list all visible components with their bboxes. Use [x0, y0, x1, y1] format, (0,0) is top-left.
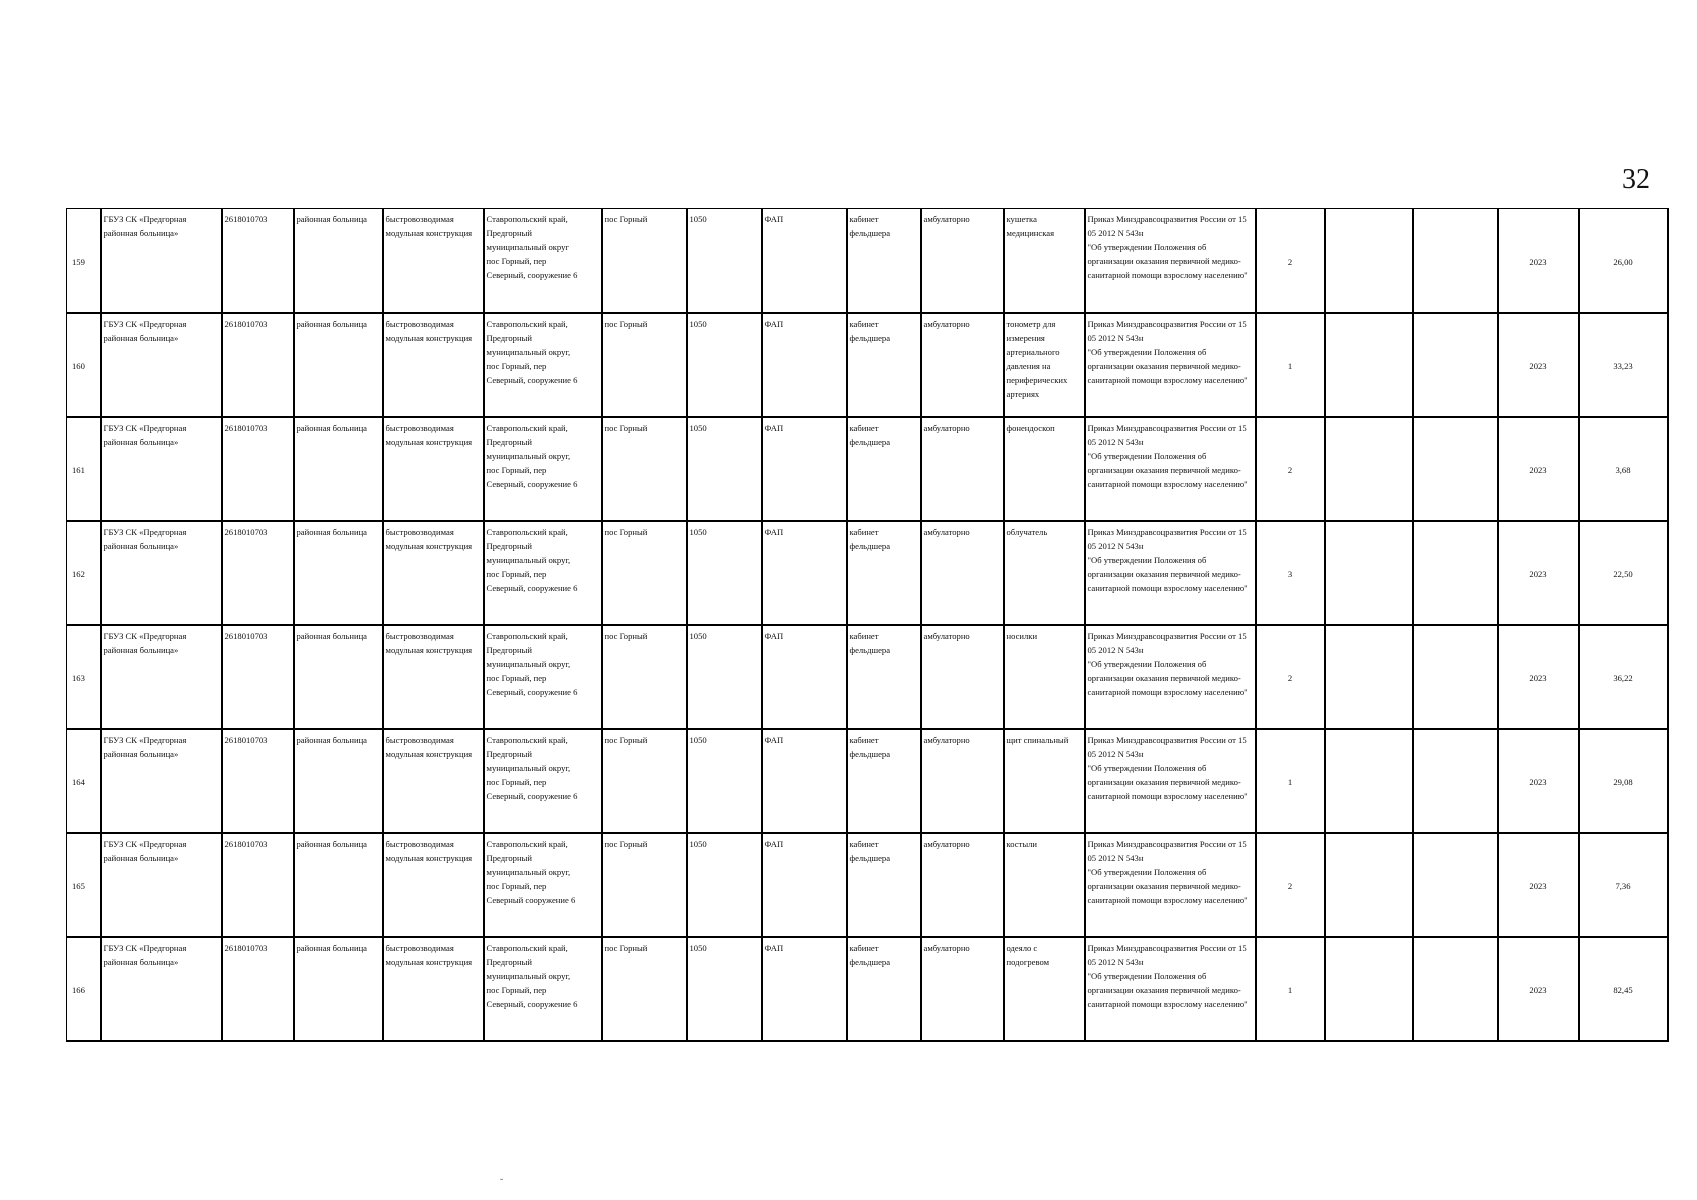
- equipment-table: [66, 208, 1669, 1042]
- address-cell: Ставропольский край, Предгорный муниципальный округ, пос Горный, пер Северный, сооружение 6: [484, 521, 602, 625]
- address-cell: Ставропольский край, Предгорный муниципальный округ, пос Горный, пер Северный, сооружение 6: [484, 313, 602, 417]
- institution-type-cell: районная больница: [294, 729, 383, 833]
- order-cell: Приказ Минздравсоцразвития России от 15 05 2012 N 543н "Об утверждении Положения об организации оказания первичной медико-санитарной помощи взрослому населению": [1085, 937, 1256, 1041]
- institution-type-cell: районная больница: [294, 417, 383, 521]
- room-cell: кабинет фельдшера: [847, 313, 921, 417]
- price-cell: 82,45: [1579, 937, 1668, 1041]
- settlement-cell: пос Горный: [602, 625, 687, 729]
- room-cell: кабинет фельдшера: [847, 521, 921, 625]
- year-cell: 2023: [1498, 521, 1579, 625]
- population-cell: 1050: [687, 625, 762, 729]
- care-type-cell: амбулаторно: [921, 729, 1004, 833]
- order-cell: Приказ Минздравсоцразвития России от 15 05 2012 N 543н "Об утверждении Положения об организации оказания первичной медико-санитарной помощи взрослому населению": [1085, 521, 1256, 625]
- empty-cell-2: [1413, 417, 1498, 521]
- institution-type-cell: районная больница: [294, 937, 383, 1041]
- code-cell: 2618010703: [222, 937, 294, 1041]
- table-row: [67, 313, 1668, 417]
- price-cell: 33,23: [1579, 313, 1668, 417]
- population-cell: 1050: [687, 417, 762, 521]
- code-cell: 2618010703: [222, 209, 294, 313]
- unit-cell: ФАП: [762, 417, 847, 521]
- price-cell: 3,68: [1579, 417, 1668, 521]
- institution-type-cell: районная больница: [294, 833, 383, 937]
- care-type-cell: амбулаторно: [921, 937, 1004, 1041]
- empty-cell-2: [1413, 313, 1498, 417]
- empty-cell-2: [1413, 729, 1498, 833]
- order-cell: Приказ Минздравсоцразвития России от 15 05 2012 N 543н "Об утверждении Положения об организации оказания первичной медико-санитарной помощи взрослому населению": [1085, 729, 1256, 833]
- price-cell: 22,50: [1579, 521, 1668, 625]
- population-cell: 1050: [687, 833, 762, 937]
- order-cell: Приказ Минздравсоцразвития России от 15 05 2012 N 543н "Об утверждении Положения об организации оказания первичной медико-санитарной помощи взрослому населению": [1085, 833, 1256, 937]
- address-cell: Ставропольский край, Предгорный муниципальный округ, пос Горный, пер Северный, сооружение 6: [484, 729, 602, 833]
- empty-cell-2: [1413, 833, 1498, 937]
- unit-cell: ФАП: [762, 625, 847, 729]
- unit-cell: ФАП: [762, 209, 847, 313]
- quantity-cell: 2: [1256, 417, 1325, 521]
- equipment-cell: одеяло с подогревом: [1004, 937, 1085, 1041]
- empty-cell-2: [1413, 625, 1498, 729]
- address-cell: Ставропольский край, Предгорный муниципальный округ, пос Горный, пер Северный, сооружение 6: [484, 625, 602, 729]
- code-cell: 2618010703: [222, 625, 294, 729]
- organization-cell: ГБУЗ СК «Предгорная районная больница»: [101, 417, 222, 521]
- empty-cell-1: [1325, 729, 1413, 833]
- table-row: [67, 625, 1668, 729]
- construction-cell: быстровозводимая модульная конструкция: [383, 417, 484, 521]
- institution-type-cell: районная больница: [294, 313, 383, 417]
- row-number: 166: [67, 937, 101, 1041]
- quantity-cell: 3: [1256, 521, 1325, 625]
- population-cell: 1050: [687, 937, 762, 1041]
- organization-cell: ГБУЗ СК «Предгорная районная больница»: [101, 937, 222, 1041]
- quantity-cell: 2: [1256, 833, 1325, 937]
- empty-cell-1: [1325, 417, 1413, 521]
- code-cell: 2618010703: [222, 417, 294, 521]
- quantity-cell: 1: [1256, 729, 1325, 833]
- empty-cell-2: [1413, 521, 1498, 625]
- population-cell: 1050: [687, 729, 762, 833]
- order-cell: Приказ Минздравсоцразвития России от 15 05 2012 N 543н "Об утверждении Положения об организации оказания первичной медико-санитарной помощи взрослому населению": [1085, 417, 1256, 521]
- row-number: 159: [67, 209, 101, 313]
- order-cell: Приказ Минздравсоцразвития России от 15 05 2012 N 543н "Об утверждении Положения об организации оказания первичной медико-санитарной помощи взрослому населению": [1085, 625, 1256, 729]
- room-cell: кабинет фельдшера: [847, 937, 921, 1041]
- code-cell: 2618010703: [222, 833, 294, 937]
- care-type-cell: амбулаторно: [921, 833, 1004, 937]
- table-row: [67, 937, 1668, 1041]
- equipment-cell: щит спинальный: [1004, 729, 1085, 833]
- institution-type-cell: районная больница: [294, 625, 383, 729]
- scan-mark: ˘: [500, 1178, 504, 1189]
- construction-cell: быстровозводимая модульная конструкция: [383, 521, 484, 625]
- unit-cell: ФАП: [762, 313, 847, 417]
- year-cell: 2023: [1498, 209, 1579, 313]
- empty-cell-2: [1413, 209, 1498, 313]
- quantity-cell: 2: [1256, 625, 1325, 729]
- order-cell: Приказ Минздравсоцразвития России от 15 05 2012 N 543н "Об утверждении Положения об организации оказания первичной медико-санитарной помощи взрослому населению": [1085, 209, 1256, 313]
- room-cell: кабинет фельдшера: [847, 625, 921, 729]
- institution-type-cell: районная больница: [294, 209, 383, 313]
- price-cell: 29,08: [1579, 729, 1668, 833]
- organization-cell: ГБУЗ СК «Предгорная районная больница»: [101, 209, 222, 313]
- care-type-cell: амбулаторно: [921, 313, 1004, 417]
- organization-cell: ГБУЗ СК «Предгорная районная больница»: [101, 521, 222, 625]
- price-cell: 7,36: [1579, 833, 1668, 937]
- empty-cell-1: [1325, 209, 1413, 313]
- organization-cell: ГБУЗ СК «Предгорная районная больница»: [101, 833, 222, 937]
- order-cell: Приказ Минздравсоцразвития России от 15 05 2012 N 543н "Об утверждении Положения об организации оказания первичной медико-санитарной помощи взрослому населению": [1085, 313, 1256, 417]
- table-row: [67, 833, 1668, 937]
- empty-cell-2: [1413, 937, 1498, 1041]
- settlement-cell: пос Горный: [602, 937, 687, 1041]
- equipment-cell: кушетка медицинская: [1004, 209, 1085, 313]
- equipment-cell: носилки: [1004, 625, 1085, 729]
- construction-cell: быстровозводимая модульная конструкция: [383, 625, 484, 729]
- quantity-cell: 1: [1256, 313, 1325, 417]
- unit-cell: ФАП: [762, 937, 847, 1041]
- unit-cell: ФАП: [762, 729, 847, 833]
- page-number: 32: [1622, 164, 1650, 195]
- settlement-cell: пос Горный: [602, 209, 687, 313]
- equipment-cell: костыли: [1004, 833, 1085, 937]
- settlement-cell: пос Горный: [602, 833, 687, 937]
- address-cell: Ставропольский край, Предгорный муниципальный округ пос Горный, пер Северный, сооружение 6: [484, 209, 602, 313]
- construction-cell: быстровозводимая модульная конструкция: [383, 313, 484, 417]
- row-number: 165: [67, 833, 101, 937]
- year-cell: 2023: [1498, 937, 1579, 1041]
- code-cell: 2618010703: [222, 313, 294, 417]
- population-cell: 1050: [687, 521, 762, 625]
- care-type-cell: амбулаторно: [921, 209, 1004, 313]
- address-cell: Ставропольский край, Предгорный муниципальный округ, пос Горный, пер Северный, сооружение 6: [484, 417, 602, 521]
- year-cell: 2023: [1498, 313, 1579, 417]
- population-cell: 1050: [687, 209, 762, 313]
- construction-cell: быстровозводимая модульная конструкция: [383, 729, 484, 833]
- row-number: 163: [67, 625, 101, 729]
- care-type-cell: амбулаторно: [921, 625, 1004, 729]
- population-cell: 1050: [687, 313, 762, 417]
- quantity-cell: 1: [1256, 937, 1325, 1041]
- year-cell: 2023: [1498, 625, 1579, 729]
- empty-cell-1: [1325, 937, 1413, 1041]
- empty-cell-1: [1325, 833, 1413, 937]
- row-number: 164: [67, 729, 101, 833]
- table-row: [67, 729, 1668, 833]
- table-row: [67, 209, 1668, 313]
- construction-cell: быстровозводимая модульная конструкция: [383, 209, 484, 313]
- year-cell: 2023: [1498, 833, 1579, 937]
- care-type-cell: амбулаторно: [921, 417, 1004, 521]
- address-cell: Ставропольский край, Предгорный муниципальный округ, пос Горный, пер Северный, сооружение 6: [484, 937, 602, 1041]
- code-cell: 2618010703: [222, 521, 294, 625]
- code-cell: 2618010703: [222, 729, 294, 833]
- empty-cell-1: [1325, 313, 1413, 417]
- row-number: 161: [67, 417, 101, 521]
- price-cell: 26,00: [1579, 209, 1668, 313]
- construction-cell: быстровозводимая модульная конструкция: [383, 833, 484, 937]
- organization-cell: ГБУЗ СК «Предгорная районная больница»: [101, 729, 222, 833]
- room-cell: кабинет фельдшера: [847, 209, 921, 313]
- settlement-cell: пос Горный: [602, 521, 687, 625]
- settlement-cell: пос Горный: [602, 729, 687, 833]
- address-cell: Ставропольский край, Предгорный муниципальный округ, пос Горный, пер Северный сооружение 6: [484, 833, 602, 937]
- settlement-cell: пос Горный: [602, 313, 687, 417]
- year-cell: 2023: [1498, 729, 1579, 833]
- care-type-cell: амбулаторно: [921, 521, 1004, 625]
- organization-cell: ГБУЗ СК «Предгорная районная больница»: [101, 313, 222, 417]
- equipment-cell: тонометр для измерения артериального давления на периферических артериях: [1004, 313, 1085, 417]
- settlement-cell: пос Горный: [602, 417, 687, 521]
- organization-cell: ГБУЗ СК «Предгорная районная больница»: [101, 625, 222, 729]
- row-number: 162: [67, 521, 101, 625]
- empty-cell-1: [1325, 625, 1413, 729]
- equipment-cell: облучатель: [1004, 521, 1085, 625]
- row-number: 160: [67, 313, 101, 417]
- unit-cell: ФАП: [762, 521, 847, 625]
- table-row: [67, 417, 1668, 521]
- equipment-cell: фонендоскоп: [1004, 417, 1085, 521]
- price-cell: 36,22: [1579, 625, 1668, 729]
- empty-cell-1: [1325, 521, 1413, 625]
- institution-type-cell: районная больница: [294, 521, 383, 625]
- room-cell: кабинет фельдшера: [847, 417, 921, 521]
- construction-cell: быстровозводимая модульная конструкция: [383, 937, 484, 1041]
- unit-cell: ФАП: [762, 833, 847, 937]
- room-cell: кабинет фельдшера: [847, 833, 921, 937]
- table-row: [67, 521, 1668, 625]
- room-cell: кабинет фельдшера: [847, 729, 921, 833]
- year-cell: 2023: [1498, 417, 1579, 521]
- quantity-cell: 2: [1256, 209, 1325, 313]
